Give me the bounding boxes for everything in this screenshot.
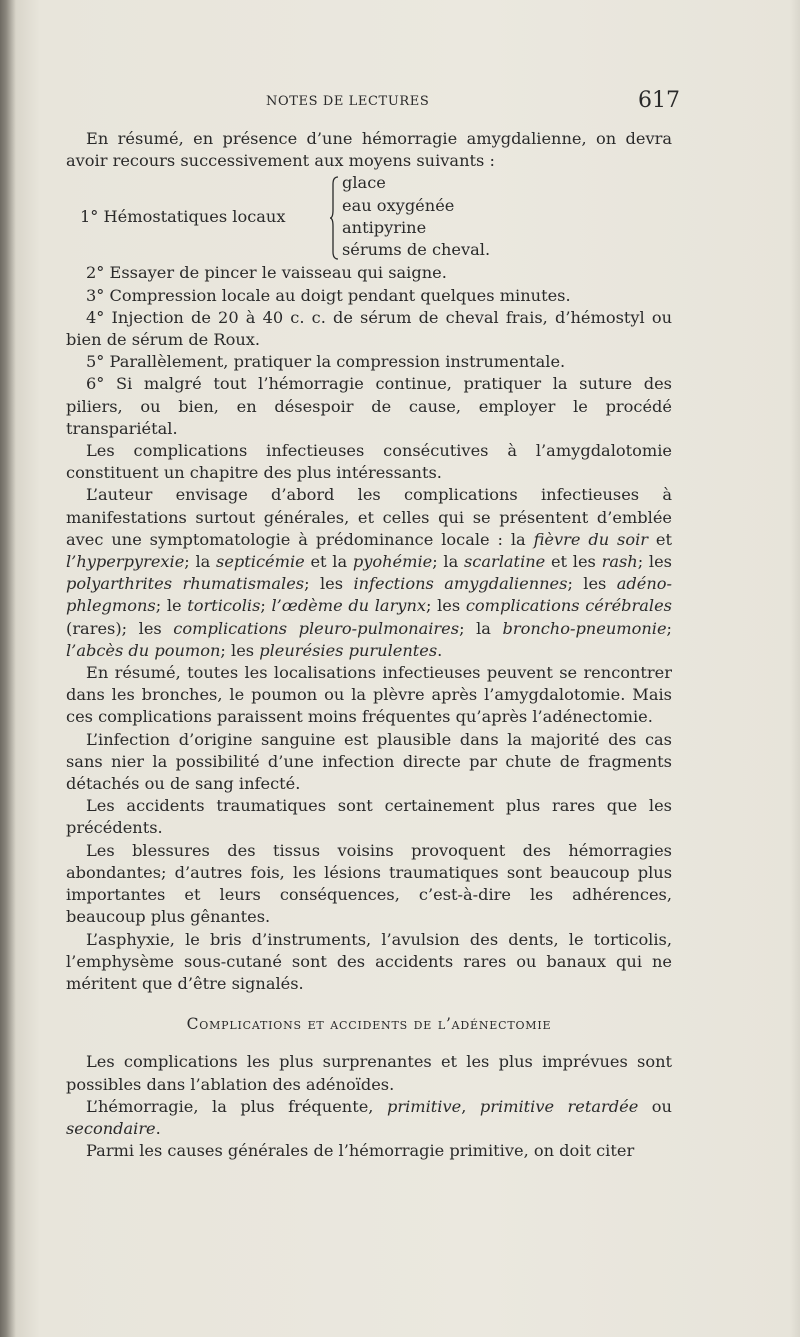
text-run: L’auteur envisage d’abord les complications infectieuses à manifestations surtout générales, et celles qui se présentent d’emblée avec une symptomatologie à prédominance locale : la	[66, 485, 672, 549]
text-run: ; les	[220, 640, 260, 660]
paragraph: L’asphyxie, le bris d’instruments, l’avulsion des dents, le torticolis, l’emphysème sous-cutané sont des accidents rares ou banaux qui ne méritent que d’être signalés.	[66, 929, 672, 993]
text-run: (rares); les	[66, 618, 174, 638]
italic-term: torticolis	[187, 596, 261, 616]
italic-term: pleurésies purulentes	[259, 640, 438, 660]
text-run: ; les	[637, 552, 672, 572]
text-run: ; la	[184, 552, 217, 572]
section-paragraph: Les complications les plus surprenantes et les plus imprévues sont possibles dans l’ablation des adénoïdes.	[66, 1052, 672, 1094]
italic-term: rash	[601, 552, 638, 572]
text-run: .	[437, 640, 443, 660]
italic-term: l’œdème du larynx	[271, 596, 427, 616]
italic-term: scarlatine	[463, 552, 546, 572]
page-edge-shadow	[790, 0, 800, 1337]
italic-term: polyarthrites rhumatismales	[66, 574, 305, 594]
italic-term: pyohémie	[352, 552, 433, 572]
italic-term: complications cérébrales	[465, 596, 672, 616]
italic-term: l’hyperpyrexie	[66, 552, 185, 572]
text-run: ;	[260, 596, 272, 616]
paragraph: L’infection d’origine sanguine est plausible dans la majorité des cas sans nier la possibilité d’une infection directe par chute de fragments détachés ou de sang infecté.	[66, 729, 672, 794]
italic-term: complications pleuro-pulmonaires	[173, 618, 460, 638]
italic-term: infections amygdaliennes	[353, 574, 568, 594]
text-run: .	[155, 1118, 161, 1138]
text-run: et les	[545, 552, 602, 572]
list-item: glace	[342, 173, 386, 193]
text-run: ; les	[567, 574, 617, 594]
hemostatic-list	[66, 172, 672, 262]
italic-term: fièvre du soir	[533, 529, 648, 549]
italic-term: secondaire	[66, 1118, 156, 1138]
hemostatic-items	[342, 172, 490, 261]
step-3: 3° Compression locale au doigt pendant quelques minutes.	[86, 285, 571, 305]
text-run: ; les	[426, 596, 466, 616]
italic-term: primitive retardée	[479, 1096, 639, 1116]
text-run: ,	[461, 1096, 480, 1116]
italic-term: primitive	[386, 1096, 462, 1116]
text-run: ; la	[432, 552, 464, 572]
paragraph: Les accidents traumatiques sont certainement plus rares que les précédents.	[66, 796, 672, 838]
section-heading: Complications et accidents de l’adénectomie	[186, 1015, 552, 1034]
list-item: antipyrine	[342, 217, 427, 237]
section-paragraph: Parmi les causes générales de l’hémorragie primitive, on doit citer	[86, 1141, 635, 1161]
paragraph: En résumé, toutes les localisations infectieuses peuvent se rencontrer dans les bronches, le poumon ou la plèvre après l’amygdalotomie. Mais ces complications paraissent moins fréquentes qu’après l’adénectomie.	[66, 663, 672, 727]
intro-paragraph: En résumé, en présence d’une hémorragie amygdalienne, on devra avoir recours successivement aux moyens suivants :	[66, 129, 672, 171]
hemostatic-list-label: 1° Hémostatiques locaux	[80, 207, 286, 227]
italic-term: broncho-pneumonie	[502, 618, 667, 638]
list-item: eau oxygénée	[342, 195, 455, 215]
text-run: ou	[638, 1096, 672, 1116]
text-run: ; le	[155, 596, 188, 616]
text-run: ; la	[459, 618, 503, 638]
step-6: 6° Si malgré tout l’hémorragie continue, pratiquer la suture des piliers, ou bien, en désespoir de cause, employer le procédé transpariétal.	[66, 374, 672, 438]
paragraph: Les blessures des tissus voisins provoquent des hémorragies abondantes; d’autres fois, les lésions traumatiques sont beaucoup plus importantes et leurs conséquences, c’est-à-dire les adhérences, beaucoup plus gênantes.	[66, 840, 672, 927]
italic-term: septicémie	[216, 552, 305, 572]
text-run: L’hémorragie, la plus fréquente,	[86, 1096, 387, 1116]
complications-intro: Les complications infectieuses consécutives à l’amygdalotomie constituent un chapitre des plus intéressants.	[66, 441, 672, 483]
step-4: 4° Injection de 20 à 40 c. c. de sérum de cheval frais, d’hémostyl ou bien de sérum de Roux.	[66, 307, 672, 350]
page-header	[0, 88, 800, 116]
step-5: 5° Parallèlement, pratiquer la compression instrumentale.	[86, 352, 566, 372]
step-2: 2° Essayer de pincer le vaisseau qui saigne.	[86, 263, 447, 283]
section-paragraph	[66, 1096, 672, 1140]
page-number: 617	[638, 88, 680, 113]
list-item: sérums de cheval.	[342, 240, 491, 260]
text-run: et	[648, 529, 672, 549]
italic-term: l’abcès du poumon	[66, 640, 221, 660]
curly-brace-icon	[330, 176, 340, 260]
running-title: NOTES DE LECTURES	[266, 94, 430, 109]
italic-term: adéno-phlegmons	[66, 574, 672, 616]
complications-paragraph	[66, 484, 672, 662]
text-run: ; les	[304, 574, 354, 594]
text-run: ;	[666, 618, 672, 638]
body-text	[66, 128, 672, 1162]
text-run: et la	[304, 552, 353, 572]
